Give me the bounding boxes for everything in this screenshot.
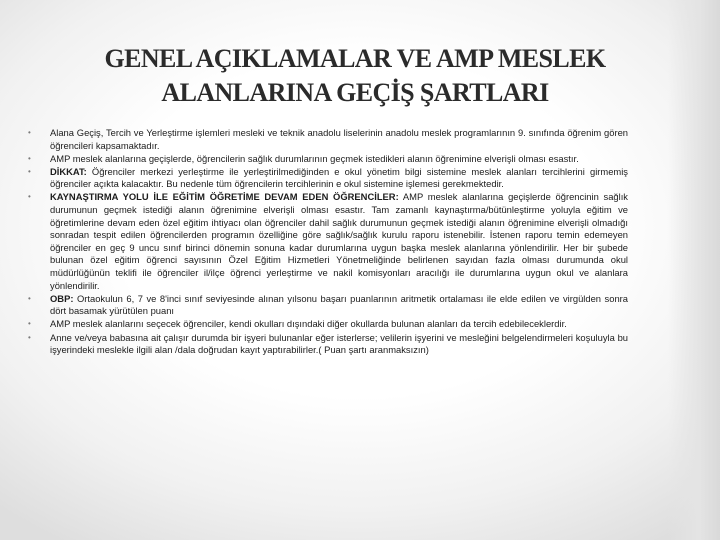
- item-lead: KAYNAŞTIRMA YOLU İLE EĞİTİM ÖĞRETİME DEVAM EDEN ÖĞRENCİLER:: [50, 191, 399, 203]
- bullet-icon: •: [28, 192, 31, 202]
- item-text: Öğrenciler merkezi yerleştirme ile yerleştirilmediğinden e okul yönetim bilgi sistemine meslek alanları tercihlerini girmemiş öğrenciler açıkta kalacaktır. Bu nedenle tüm öğrencilerin tercihlerinin e okul sistemine işlemesi gerekmektedir.: [50, 165, 628, 190]
- bullet-icon: •: [28, 293, 31, 303]
- item-lead: DİKKAT:: [50, 165, 87, 177]
- bullet-icon: •: [28, 319, 31, 329]
- item-lead: OBP:: [50, 292, 74, 304]
- list-item: [28, 127, 628, 152]
- list-item: [28, 318, 628, 331]
- item-text: Alana Geçiş, Tercih ve Yerleştirme işlemleri mesleki ve teknik anadolu liselerinin anadolu meslek programlarının 9. sınıfında öğrenim gören öğrencileri kapsamaktadır.: [50, 127, 628, 151]
- list-item: [28, 153, 628, 166]
- bullet-icon: •: [28, 332, 31, 342]
- slide-title: GENEL AÇIKLAMALAR VE AMP MESLEK ALANLARINA GEÇİŞ ŞARTLARI: [104, 44, 606, 107]
- item-text: AMP meslek alanlarını seçecek öğrenciler, kendi okulları dışındaki diğer okullarda bulunan alanları da tercih edebileceklerdir.: [50, 318, 567, 330]
- item-text: Anne ve/veya babasına ait çalışır durumda bir işyeri bulunanlar eğer isterlerse; velilerin işyerini ve mesleğini belgelendirmeleri koşuluyla bu işyerindeki meslekle ilgili alan /dala doğrudan kayıt yaptırabilirler.( Puan şartı aranmaksızın): [50, 331, 628, 356]
- item-text: AMP meslek alanlarına geçişlerde öğrencinin sağlık durumunun geçmek istediği alanın öğrenimine elverişli olması esastır. Tam zamanlı kaynaştırma/bütünleştirme yoluyla eğitim ve öğretimlerine devam eden özel eğitim ihtiyacı olan öğrenciler dahil sağlık durumunun geçmek istediği alanın öğrenimine elverişli olmadığı sonradan tespit edilen öğrencilerden programın özelliğine göre sağlık/sağlık kurulu raporu istenebilir. İstenen raporu temin edemeyen öğrenciler en geç 9 uncu sınıf birinci dönemin sonuna kadar durumlarına uygun başka meslek alanlarına yönlendirilir. Her bir şubede bulunan özel eğitim öğrenci sayısının Özel Eğitim Hizmetleri Yönetmeliğinde belirlenen sayıdan fazla olması durumunda okul müdürlüğünün teklifi ile öğrenciler il/ilçe öğrenci yerleştirme ve nakil komisyonları aracılığı ile durumlarına uygun okul ve alanlara yönlendirilir.: [50, 191, 628, 291]
- list-item: [28, 166, 628, 191]
- item-text: AMP meslek alanlarına geçişlerde, öğrencilerin sağlık durumlarının geçmek istedikleri alanın öğrenimine elverişli olması esastır.: [50, 152, 579, 164]
- bullet-icon: •: [28, 166, 31, 176]
- bullet-list: [28, 127, 628, 357]
- slide-side-band: [668, 0, 720, 540]
- list-item: [28, 293, 628, 318]
- item-text: Ortaokulun 6, 7 ve 8'inci sınıf seviyesinde alınan yılsonu başarı puanlarının aritmetik ortalaması ile elde edilen ve virgülden sonra dört basamak yürütülen puanı: [50, 292, 628, 317]
- list-item: [28, 332, 628, 357]
- list-item: [28, 191, 628, 292]
- bullet-icon: •: [28, 128, 31, 137]
- bullet-icon: •: [28, 153, 31, 163]
